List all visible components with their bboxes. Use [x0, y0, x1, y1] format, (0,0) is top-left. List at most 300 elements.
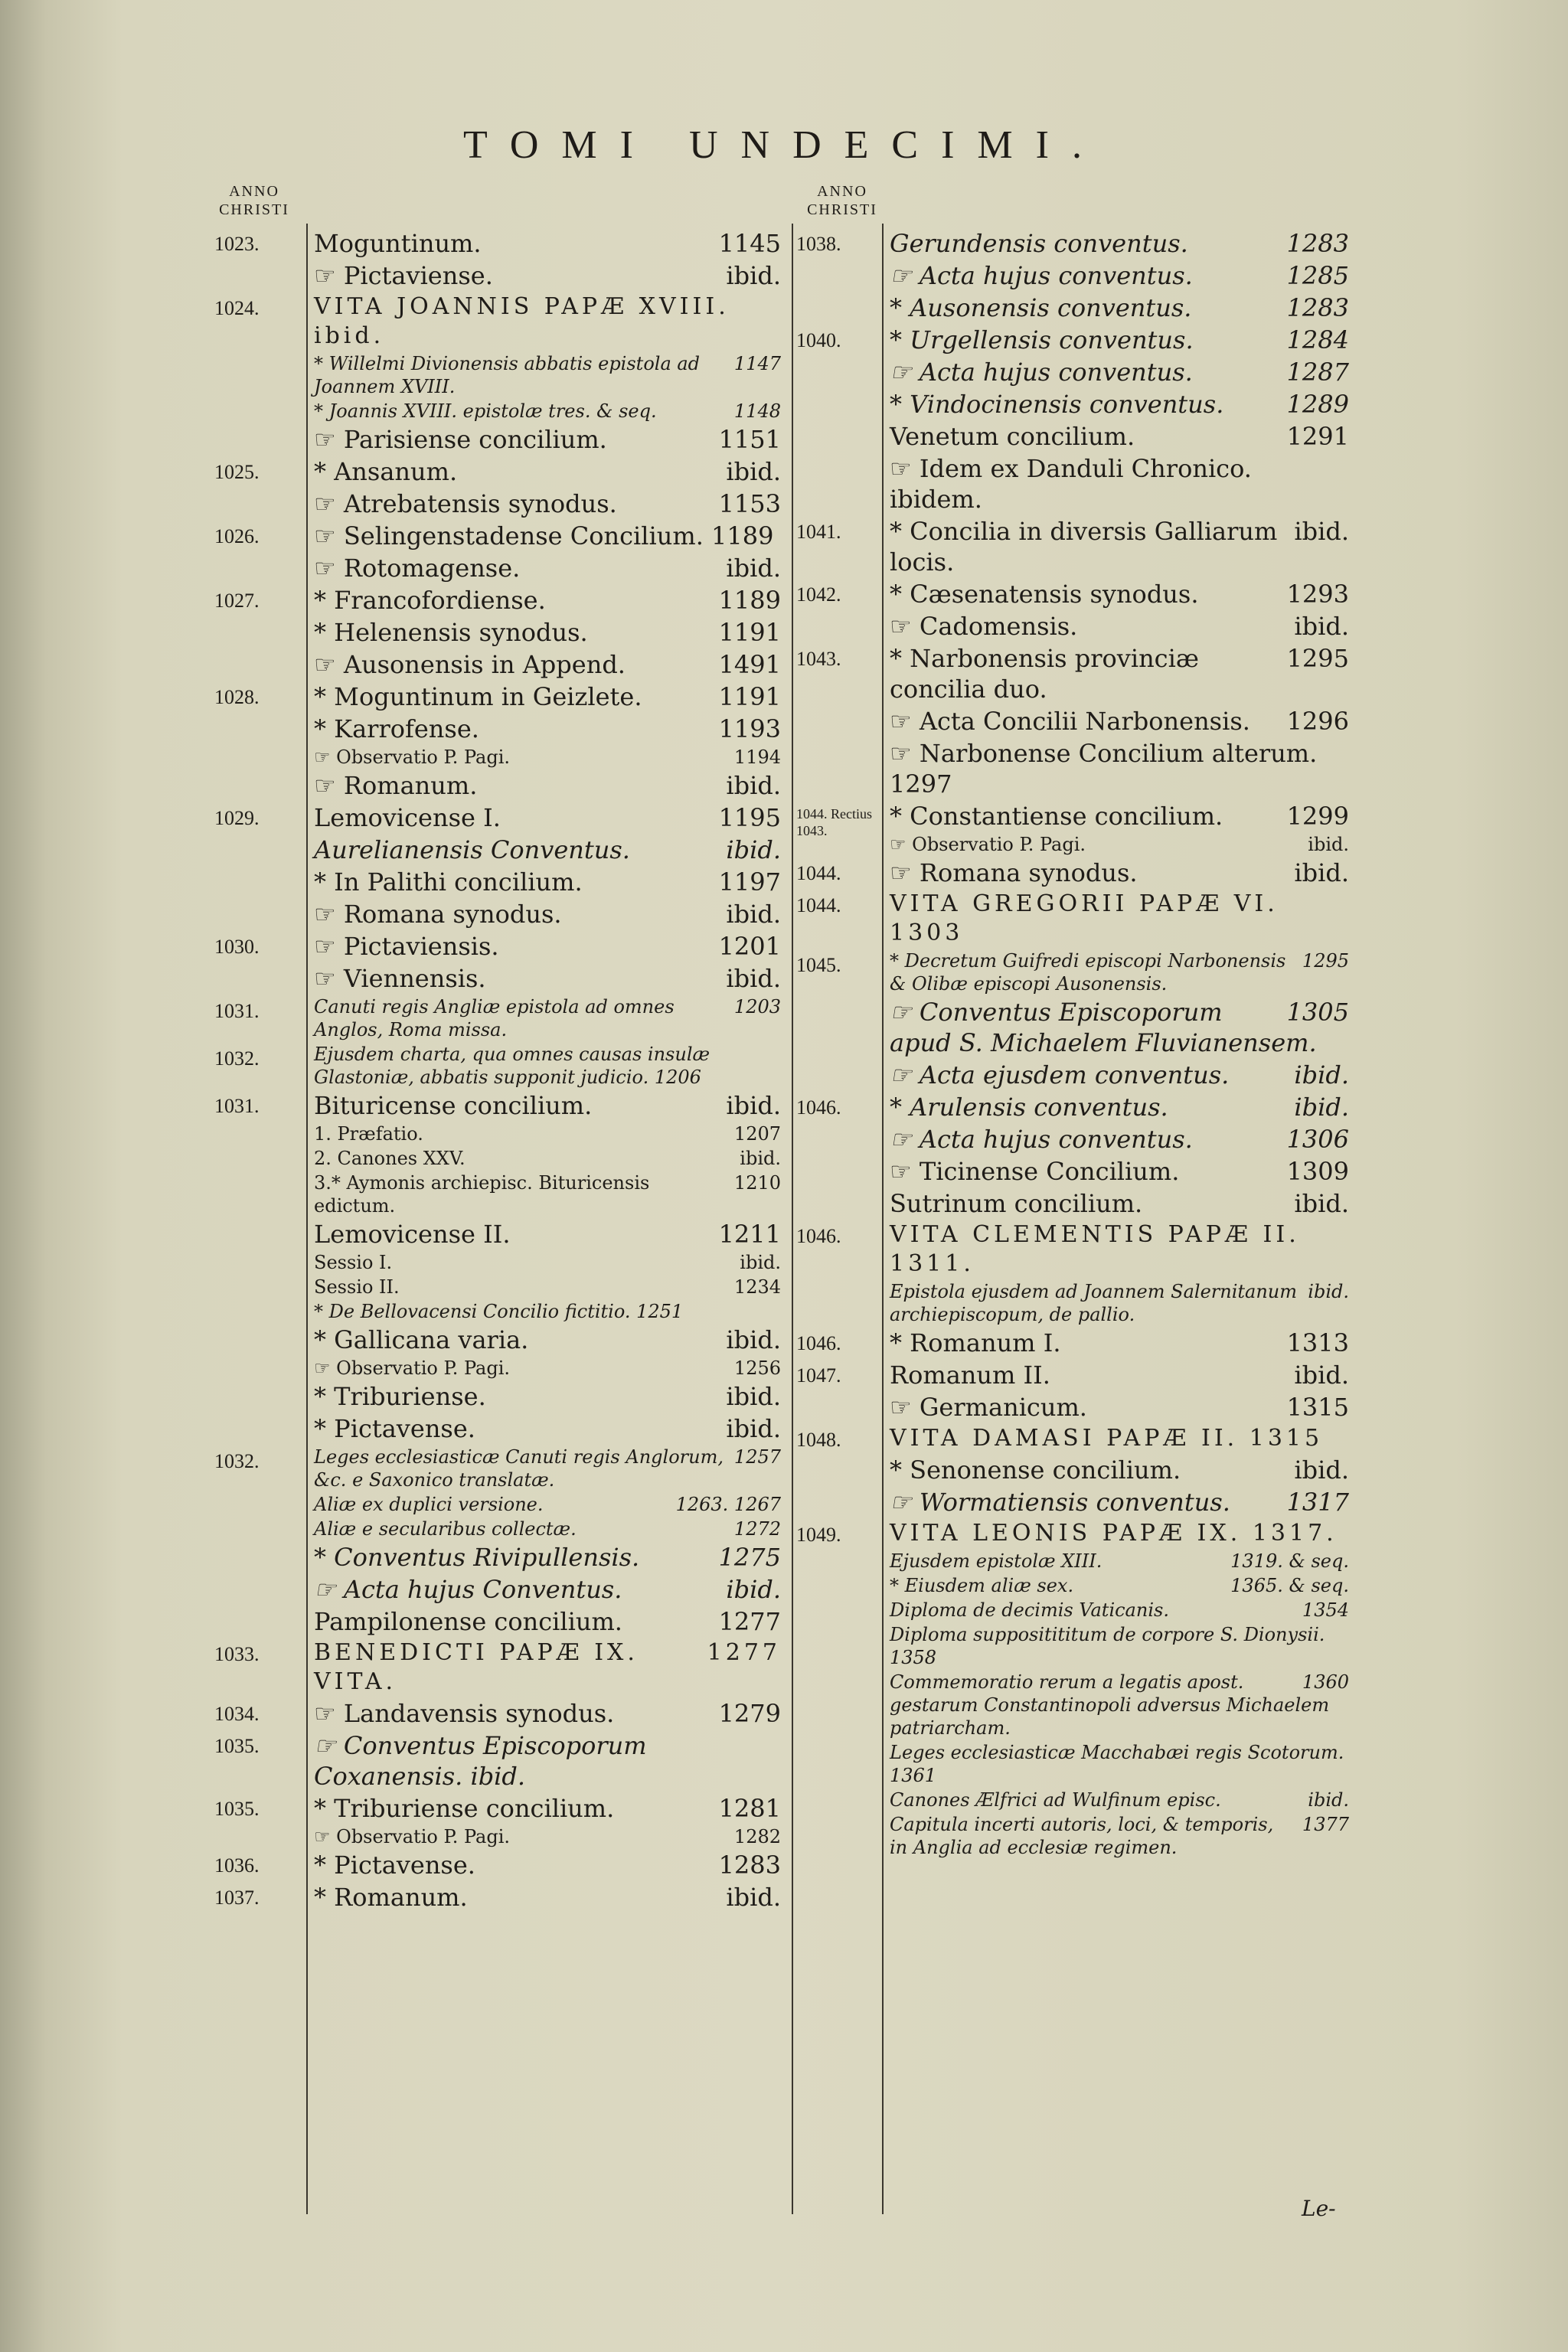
page-number: 1189 — [718, 586, 781, 615]
entry-text — [890, 421, 1349, 452]
entry-title: Canuti regis Angliæ epistola ad omnes Anglos, Roma missa. — [314, 996, 675, 1040]
entry-title: ☞ Narbonense Concilium alterum. 1297 — [890, 739, 1318, 799]
entry-title: ☞ Observatio P. Pagi. — [314, 1826, 511, 1847]
entry-title: Ejusdem charta, qua omnes causas insulæ Glastoniæ, abbatis supponit judicio. 1206 — [314, 1044, 710, 1088]
page-number: 1279 — [718, 1699, 781, 1728]
entry-text — [890, 890, 1349, 948]
entry-text — [314, 1251, 781, 1274]
page-number: ibid. — [726, 1575, 781, 1604]
entry-title: * Karrofense. — [314, 714, 479, 743]
entry-title: ☞ Cadomensis. — [890, 612, 1078, 641]
index-entry — [890, 890, 1349, 948]
page-number: 1272 — [733, 1518, 781, 1540]
entry-text — [890, 997, 1349, 1058]
page-number: ibid. — [726, 900, 781, 929]
anno-year: 1042. — [796, 583, 841, 606]
entry-title: Sutrinum concilium. — [890, 1189, 1143, 1218]
entry-title: * Vindocinensis conventus. — [890, 390, 1224, 419]
entry-title: VITA CLEMENTIS PAPÆ II. 1311. — [890, 1221, 1300, 1277]
entry-title: ☞ Germanicum. — [890, 1393, 1087, 1422]
entry-text — [890, 1741, 1349, 1787]
entry-title: ☞ Ausonensis in Append. — [314, 650, 626, 679]
entry-title: Aliæ e secularibus collectæ. — [314, 1518, 577, 1540]
entry-title: ☞ Rotomagense. — [314, 554, 521, 583]
entry-title: ☞ Romana synodus. — [890, 858, 1138, 887]
index-entry — [890, 292, 1349, 323]
index-entry — [890, 1156, 1349, 1187]
index-entry — [890, 1550, 1349, 1573]
entry-title: Epistola ejusdem ad Joannem Salernitanum archiepiscopum, de pallio. — [890, 1281, 1297, 1325]
page-number: ibid. — [1308, 834, 1349, 855]
anno-year: 1043. — [796, 648, 841, 670]
anno-year: 1046. — [796, 1225, 841, 1247]
page-number: 1317 — [1286, 1488, 1349, 1517]
page-number: 1193 — [718, 714, 781, 743]
entry-title: Diploma de decimis Vaticanis. — [890, 1599, 1169, 1621]
index-entry — [890, 706, 1349, 737]
page-number: 1283 — [1286, 293, 1349, 322]
index-entry — [890, 801, 1349, 831]
index-entry — [314, 1825, 781, 1848]
entry-text — [314, 1698, 781, 1729]
anno-year: 1031. — [214, 1000, 260, 1022]
entry-title: * Joannis XVIII. epistolæ tres. & seq. — [314, 400, 657, 422]
entry-text — [314, 746, 781, 769]
entry-title: VITA LEONIS PAPÆ IX. 1317. — [890, 1520, 1338, 1547]
page-number: ibid. — [726, 1325, 781, 1354]
entry-text — [314, 1542, 781, 1573]
anno-year: 1044. — [796, 894, 841, 916]
index-entry — [314, 521, 781, 551]
entry-title: Commemoratio rerum a legatis apost. gestarum Constantinopoli adversus Michaelem patriarcham. — [890, 1671, 1330, 1739]
page-number: 1377 — [1302, 1814, 1349, 1835]
page-number: 1195 — [718, 803, 781, 832]
entry-title: Leges ecclesiasticæ Macchabæi regis Scotorum. 1361 — [890, 1742, 1344, 1786]
entry-text — [314, 1381, 781, 1412]
entry-text — [890, 1788, 1349, 1811]
page-number: 1194 — [733, 746, 781, 768]
anno-year: 1038. — [796, 233, 841, 255]
entry-text — [314, 867, 781, 897]
page-number: 1203 — [733, 996, 781, 1018]
index-entry — [890, 1519, 1349, 1548]
entry-title: Capitula incerti autoris, loci, & temporis, in Anglia ad ecclesiæ regimen. — [890, 1814, 1274, 1858]
entry-title: * Concilia in diversis Galliarum locis. — [890, 517, 1278, 577]
entry-text — [890, 1455, 1349, 1485]
index-entry — [314, 899, 781, 929]
page-number: 1191 — [718, 618, 781, 647]
right-column — [890, 228, 1349, 2219]
page-number: 1257 — [733, 1446, 781, 1468]
entry-title: 3.* Aymonis archiepisc. Bituricensis edictum. — [314, 1172, 650, 1217]
index-entry — [314, 1517, 781, 1540]
page-number: ibid. — [726, 554, 781, 583]
entry-title: * Ansanum. — [314, 457, 458, 486]
page-title: TOMI UNDECIMI. — [463, 123, 1105, 167]
index-entry — [890, 421, 1349, 452]
index-entry — [314, 1147, 781, 1170]
entry-title: * Eiusdem aliæ sex. — [890, 1575, 1074, 1596]
page-number: 1309 — [1286, 1157, 1349, 1186]
index-entry — [890, 611, 1349, 642]
entry-text — [890, 1156, 1349, 1187]
page-number: 1277 — [707, 1639, 781, 1666]
index-entry — [314, 1850, 781, 1880]
index-entry — [314, 228, 781, 259]
entry-title: * Francofordiense. — [314, 586, 546, 615]
entry-text — [314, 1300, 781, 1323]
entry-title: ☞ Acta hujus Conventus. — [314, 1575, 622, 1604]
entry-text — [314, 1517, 781, 1540]
anno-year: 1048. — [796, 1429, 841, 1451]
entry-title: * Senonense concilium. — [890, 1455, 1181, 1485]
entry-title: 2. Canones XXV. — [314, 1148, 466, 1169]
page-number: ibid. — [726, 261, 781, 290]
index-entry — [314, 1493, 781, 1516]
entry-title: * Ausonensis conventus. — [890, 293, 1192, 322]
page-number: 1283 — [718, 1851, 781, 1880]
index-entry — [890, 1741, 1349, 1787]
entry-title: ☞ Observatio P. Pagi. — [314, 746, 511, 768]
index-entry — [314, 1251, 781, 1274]
entry-text — [890, 260, 1349, 291]
entry-text — [314, 1825, 781, 1848]
entry-text — [314, 1574, 781, 1605]
index-entry — [890, 1220, 1349, 1279]
anno-year: 1032. — [214, 1450, 260, 1472]
index-entry — [314, 1171, 781, 1217]
index-entry — [890, 949, 1349, 995]
page-number: ibid. — [1308, 1281, 1349, 1302]
entry-title: BENEDICTI PAPÆ IX. VITA. — [314, 1639, 639, 1695]
entry-title: Moguntinum. — [314, 229, 482, 258]
index-entry — [314, 770, 781, 801]
page-number: 1234 — [733, 1276, 781, 1298]
anno-year: 1046. — [796, 1096, 841, 1119]
entry-text — [314, 1325, 781, 1355]
index-entry — [314, 1325, 781, 1355]
entry-title: Bituricense concilium. — [314, 1091, 593, 1120]
entry-title: ☞ Conventus Episcoporum Coxanensis. ibid. — [314, 1731, 647, 1791]
entry-text — [314, 1493, 781, 1516]
page-number: 1295 — [1286, 644, 1349, 673]
entry-title: ☞ Acta hujus conventus. — [890, 1125, 1193, 1154]
index-entry — [314, 714, 781, 744]
index-entry — [314, 617, 781, 648]
anno-year: 1024. — [214, 297, 260, 319]
entry-text — [890, 1813, 1349, 1859]
entry-text — [314, 1638, 781, 1697]
index-entry — [314, 931, 781, 962]
anno-year: 1036. — [214, 1854, 260, 1877]
page-number: ibid. — [1294, 1093, 1349, 1122]
index-entry — [890, 1813, 1349, 1859]
index-entry — [314, 1793, 781, 1824]
entry-title: ☞ Ticinense Concilium. — [890, 1157, 1180, 1186]
index-entry — [890, 1124, 1349, 1155]
index-entry — [314, 1574, 781, 1605]
page-number: 1197 — [718, 867, 781, 897]
entry-text — [314, 1446, 781, 1491]
page-number: ibid. — [1294, 1455, 1349, 1485]
entry-text — [890, 1280, 1349, 1326]
index-entry — [314, 1606, 781, 1637]
entry-title: ☞ Acta ejusdem conventus. — [890, 1060, 1230, 1089]
entry-text — [314, 585, 781, 616]
entry-title: Lemovicense I. — [314, 803, 501, 832]
entry-title: Canones Ælfrici ad Wulfinum episc. — [890, 1789, 1221, 1811]
entry-text — [890, 1550, 1349, 1573]
entry-text — [890, 1060, 1349, 1090]
entry-text — [314, 1357, 781, 1380]
entry-text — [890, 1360, 1349, 1390]
index-entry — [314, 1090, 781, 1121]
index-entry — [890, 1788, 1349, 1811]
index-entry — [314, 802, 781, 833]
anno-year: 1026. — [214, 525, 260, 547]
left-column — [314, 228, 781, 2219]
entry-title: Pampilonense concilium. — [314, 1607, 622, 1636]
entry-title: VITA DAMASI PAPÆ II. 1315 — [890, 1425, 1324, 1452]
page-number: 1319. & seq. — [1230, 1550, 1349, 1572]
index-entry — [314, 456, 781, 487]
page-number: 1207 — [733, 1123, 781, 1145]
entry-text — [314, 1793, 781, 1824]
entry-text — [314, 400, 781, 423]
entry-title: ☞ Viennensis. — [314, 964, 486, 993]
anno-year: 1041. — [796, 521, 841, 543]
entry-title: Sessio II. — [314, 1276, 400, 1298]
entry-text — [314, 424, 781, 455]
entry-title: Leges ecclesiasticæ Canuti regis Anglorum, &c. e Saxonico translatæ. — [314, 1446, 724, 1491]
page-number: 1151 — [718, 425, 781, 454]
page-number: ibid. — [726, 1091, 781, 1120]
index-entry — [314, 553, 781, 583]
page-number: 1263. 1267 — [675, 1494, 781, 1515]
entry-text — [314, 931, 781, 962]
anno-year: 1032. — [214, 1047, 260, 1070]
entry-text — [890, 1599, 1349, 1622]
page-number: 1201 — [718, 932, 781, 961]
entry-text — [314, 995, 781, 1041]
page-number: 1211 — [718, 1220, 781, 1249]
entry-text — [890, 1623, 1349, 1669]
entry-text — [314, 1850, 781, 1880]
entry-title: * Urgellensis conventus. — [890, 325, 1194, 354]
page-number: 1291 — [1286, 422, 1349, 451]
anno-year: 1045. — [796, 954, 841, 976]
entry-text — [890, 1328, 1349, 1358]
index-entry — [890, 1574, 1349, 1597]
entry-text — [890, 325, 1349, 355]
entry-title: ☞ Landavensis synodus. — [314, 1699, 615, 1728]
index-entry — [890, 1487, 1349, 1517]
index-entry — [314, 867, 781, 897]
entry-title: Venetum concilium. — [890, 422, 1135, 451]
entry-title: * Willelmi Divionensis abbatis epistola ad Joannem XVIII. — [314, 353, 701, 397]
index-entry — [890, 833, 1349, 856]
page-number: 1360 — [1302, 1671, 1349, 1693]
index-entry — [890, 325, 1349, 355]
page-number: 1491 — [718, 650, 781, 679]
catchword: Le- — [1302, 2196, 1336, 2221]
index-entry — [890, 516, 1349, 577]
entry-text — [890, 1392, 1349, 1423]
entry-title: * Pictavense. — [314, 1414, 475, 1443]
entry-title: Lemovicense II. — [314, 1220, 511, 1249]
entry-text — [314, 521, 781, 551]
anno-year: 1023. — [214, 233, 260, 255]
page-number: ibid. — [726, 771, 781, 800]
index-entry — [314, 352, 781, 398]
entry-title: ☞ Conventus Episcoporum apud S. Michaelem Fluvianensem. — [890, 998, 1317, 1057]
index-entry — [890, 1424, 1349, 1453]
index-entry — [890, 389, 1349, 420]
entry-text — [890, 738, 1349, 799]
entry-text — [314, 835, 781, 865]
entry-text — [314, 1043, 781, 1089]
right-column-rule — [882, 224, 884, 2214]
entry-text — [890, 611, 1349, 642]
entry-text — [314, 228, 781, 259]
center-rule — [792, 224, 793, 2214]
entry-text — [314, 1730, 781, 1792]
entry-title: * Romanum. — [314, 1883, 468, 1912]
entry-title: * Romanum I. — [890, 1328, 1061, 1357]
anno-year: 1025. — [214, 461, 260, 483]
entry-title: ☞ Wormatiensis conventus. — [890, 1488, 1230, 1517]
entry-title: ☞ Idem ex Danduli Chronico. ibidem. — [890, 454, 1252, 514]
page-number: ibid. — [1294, 1189, 1349, 1218]
page-number: 1145 — [718, 229, 781, 258]
entry-title: ☞ Pictaviensis. — [314, 932, 499, 961]
page-number: 1305 — [1286, 998, 1349, 1027]
anno-year: 1040. — [796, 329, 841, 351]
page-number: 1282 — [733, 1826, 781, 1847]
index-entry — [890, 997, 1349, 1058]
page-number: 1313 — [1286, 1328, 1349, 1357]
page-number: ibid. — [1294, 1060, 1349, 1089]
entry-title: Aurelianensis Conventus. — [314, 835, 630, 864]
page-number: ibid. — [726, 1382, 781, 1411]
anno-year: 1046. — [796, 1332, 841, 1354]
entry-title: VITA JOANNIS PAPÆ XVIII. ibid. — [314, 293, 730, 349]
entry-text — [314, 617, 781, 648]
index-entry — [314, 1357, 781, 1380]
index-entry — [314, 835, 781, 865]
entry-title: * In Palithi concilium. — [314, 867, 583, 897]
index-entry — [890, 453, 1349, 514]
anno-year: 1030. — [214, 936, 260, 958]
entry-text — [314, 1413, 781, 1444]
page-number: ibid. — [726, 1883, 781, 1912]
index-entry — [314, 1446, 781, 1491]
anno-year: 1044. — [796, 862, 841, 884]
page-number: 1281 — [718, 1794, 781, 1823]
page-number: 1284 — [1286, 325, 1349, 354]
entry-text — [890, 1671, 1349, 1740]
anno-year: 1049. — [796, 1524, 841, 1546]
entry-text — [314, 1122, 781, 1145]
index-entry — [314, 1638, 781, 1697]
index-entry — [314, 746, 781, 769]
entry-title: ☞ Acta hujus conventus. — [890, 261, 1193, 290]
page-number: 1153 — [718, 489, 781, 518]
index-entry — [314, 1730, 781, 1792]
index-entry — [890, 1188, 1349, 1219]
index-entry — [890, 579, 1349, 609]
entry-title: ☞ Romana synodus. — [314, 900, 562, 929]
entry-title: Aliæ ex duplici versione. — [314, 1494, 544, 1515]
page-number: 1289 — [1286, 390, 1349, 419]
entry-text — [314, 1147, 781, 1170]
index-entry — [890, 1392, 1349, 1423]
anno-year: 1031. — [214, 1095, 260, 1117]
index-entry — [890, 1623, 1349, 1669]
page-number: ibid. — [726, 835, 781, 864]
index-entry — [314, 424, 781, 455]
entry-text — [314, 1219, 781, 1250]
index-entry — [890, 1280, 1349, 1326]
entry-text — [890, 1574, 1349, 1597]
index-entry — [314, 400, 781, 423]
index-entry — [314, 1300, 781, 1323]
entry-title: * Pictavense. — [314, 1851, 475, 1880]
anno-year: 1033. — [214, 1643, 260, 1665]
entry-title: ☞ Acta Concilii Narbonensis. — [890, 707, 1250, 736]
page-number: 1147 — [733, 353, 781, 374]
entry-title: * Triburiense concilium. — [314, 1794, 615, 1823]
entry-text — [314, 802, 781, 833]
index-entry — [890, 357, 1349, 387]
anno-year: 1047. — [796, 1364, 841, 1387]
entry-title: ☞ Observatio P. Pagi. — [314, 1357, 511, 1379]
entry-title: * Narbonensis provinciæ concilia duo. — [890, 644, 1199, 704]
anno-year: 1035. — [214, 1735, 260, 1757]
index-entry — [314, 649, 781, 680]
page-number: 1299 — [1286, 802, 1349, 831]
page-number: ibid. — [726, 964, 781, 993]
page-number: 1191 — [718, 682, 781, 711]
entry-text — [314, 649, 781, 680]
entry-title: * De Bellovacensi Concilio fictitio. 1251 — [314, 1301, 684, 1322]
index-entry — [314, 1043, 781, 1089]
anno-year: 1037. — [214, 1886, 260, 1909]
entry-title: ☞ Selingenstadense Concilium. 1189 — [314, 521, 774, 550]
index-entry — [890, 1328, 1349, 1358]
entry-text — [314, 1090, 781, 1121]
entry-text — [890, 1424, 1349, 1453]
entry-text — [314, 292, 781, 351]
entry-title: * Conventus Rivipullensis. — [314, 1543, 640, 1572]
entry-title: * Cæsenatensis synodus. — [890, 580, 1199, 609]
page-number: ibid. — [1294, 858, 1349, 887]
entry-title: ☞ Atrebatensis synodus. — [314, 489, 617, 518]
anno-year: 1035. — [214, 1798, 260, 1820]
entry-text — [314, 456, 781, 487]
anno-year: 1034. — [214, 1703, 260, 1725]
entry-text — [314, 553, 781, 583]
entry-text — [314, 1882, 781, 1913]
index-entry — [314, 1882, 781, 1913]
entry-title: ☞ Observatio P. Pagi. — [890, 834, 1086, 855]
index-entry — [890, 1060, 1349, 1090]
page-number: 1296 — [1286, 707, 1349, 736]
page-number: 1306 — [1286, 1125, 1349, 1154]
entry-title: Gerundensis conventus. — [890, 229, 1188, 258]
entry-text — [890, 643, 1349, 704]
entry-text — [314, 352, 781, 398]
